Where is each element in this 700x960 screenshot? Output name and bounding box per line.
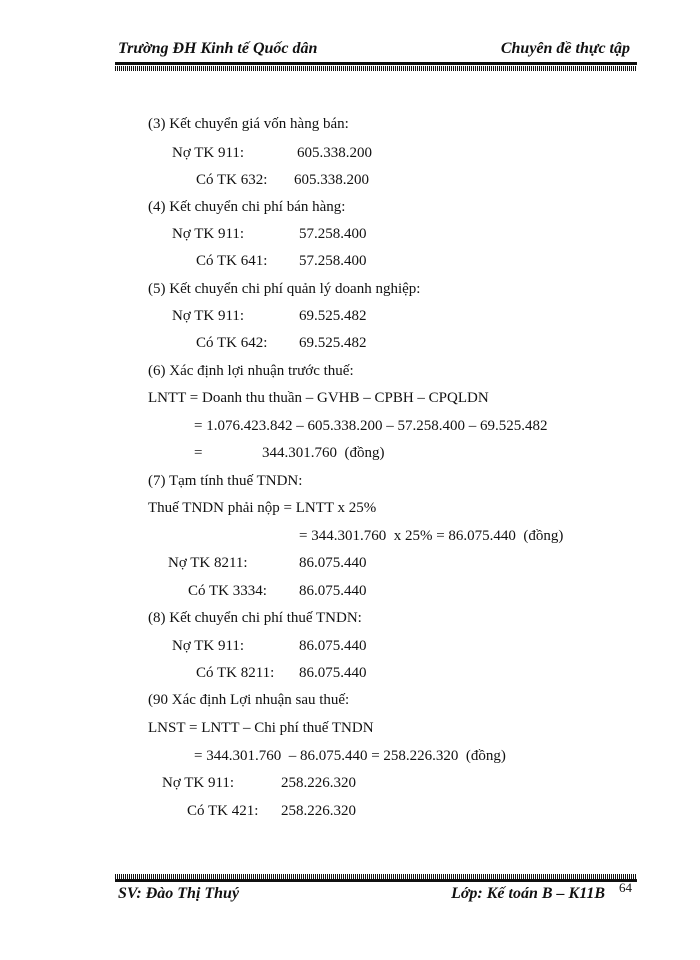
s7-credit-account: Có TK 3334: <box>188 583 267 599</box>
header-rule-hatched <box>115 66 637 71</box>
section-8-title: (8) Kết chuyển chi phí thuế TNDN: <box>148 610 362 626</box>
s7-credit-amount: 86.075.440 <box>299 583 367 599</box>
header-rule <box>115 62 637 65</box>
s9-credit-amount: 258.226.320 <box>281 803 356 819</box>
s4-debit-account: Nợ TK 911: <box>172 226 245 242</box>
section-9-title: (90 Xác định Lợi nhuận sau thuế: <box>148 692 350 708</box>
s6-result: 344.301.760 (đồng) <box>262 445 385 461</box>
footer-rule <box>115 879 637 882</box>
s4-credit-account: Có TK 641: <box>196 253 268 269</box>
s3-credit-account: Có TK 632: <box>196 172 268 188</box>
s7-formula: Thuế TNDN phải nộp = LNTT x 25% <box>148 500 377 516</box>
s4-credit-amount: 57.258.400 <box>299 253 367 269</box>
header-left-text: Trường ĐH Kinh tế Quốc dân <box>118 40 318 57</box>
footer-student-name: SV: Đào Thị Thuý <box>118 885 240 902</box>
s6-calculation: = 1.076.423.842 – 605.338.200 – 57.258.400 – 69.525.482 <box>194 418 548 434</box>
s5-debit-amount: 69.525.482 <box>299 308 367 324</box>
section-6-title: (6) Xác định lợi nhuận trước thuế: <box>148 363 354 379</box>
s9-formula: LNST = LNTT – Chi phí thuế TNDN <box>148 720 374 736</box>
s7-debit-account: Nợ TK 8211: <box>168 555 248 571</box>
s8-credit-account: Có TK 8211: <box>196 665 275 681</box>
section-5-title: (5) Kết chuyển chi phí quản lý doanh nghiệp: <box>148 281 421 297</box>
s7-calculation: = 344.301.760 x 25% = 86.075.440 (đồng) <box>299 528 564 544</box>
s8-debit-account: Nợ TK 911: <box>172 638 245 654</box>
footer-class-name: Lớp: Kế toán B – K11B <box>451 885 605 902</box>
s6-equals-sign: = <box>194 445 203 461</box>
section-4-title: (4) Kết chuyển chi phí bán hàng: <box>148 199 346 215</box>
section-7-title: (7) Tạm tính thuế TNDN: <box>148 473 303 489</box>
s5-credit-amount: 69.525.482 <box>299 335 367 351</box>
s9-debit-account: Nợ TK 911: <box>162 775 235 791</box>
s4-debit-amount: 57.258.400 <box>299 226 367 242</box>
header-right-text: Chuyên đề thực tập <box>500 40 630 57</box>
s5-debit-account: Nợ TK 911: <box>172 308 245 324</box>
page-number: 64 <box>619 880 632 895</box>
s9-debit-amount: 258.226.320 <box>281 775 356 791</box>
s3-credit-amount: 605.338.200 <box>294 172 369 188</box>
s3-debit-account: Nợ TK 911: <box>172 145 245 161</box>
s7-debit-amount: 86.075.440 <box>299 555 367 571</box>
s8-credit-amount: 86.075.440 <box>299 665 367 681</box>
s9-calculation: = 344.301.760 – 86.075.440 = 258.226.320 (đồng) <box>194 748 506 764</box>
s5-credit-account: Có TK 642: <box>196 335 268 351</box>
s6-formula: LNTT = Doanh thu thuần – GVHB – CPBH – CPQLDN <box>148 390 489 406</box>
section-3-title: (3) Kết chuyển giá vốn hàng bán: <box>148 116 349 132</box>
s8-debit-amount: 86.075.440 <box>299 638 367 654</box>
s9-credit-account: Có TK 421: <box>187 803 259 819</box>
s3-debit-amount: 605.338.200 <box>297 145 372 161</box>
